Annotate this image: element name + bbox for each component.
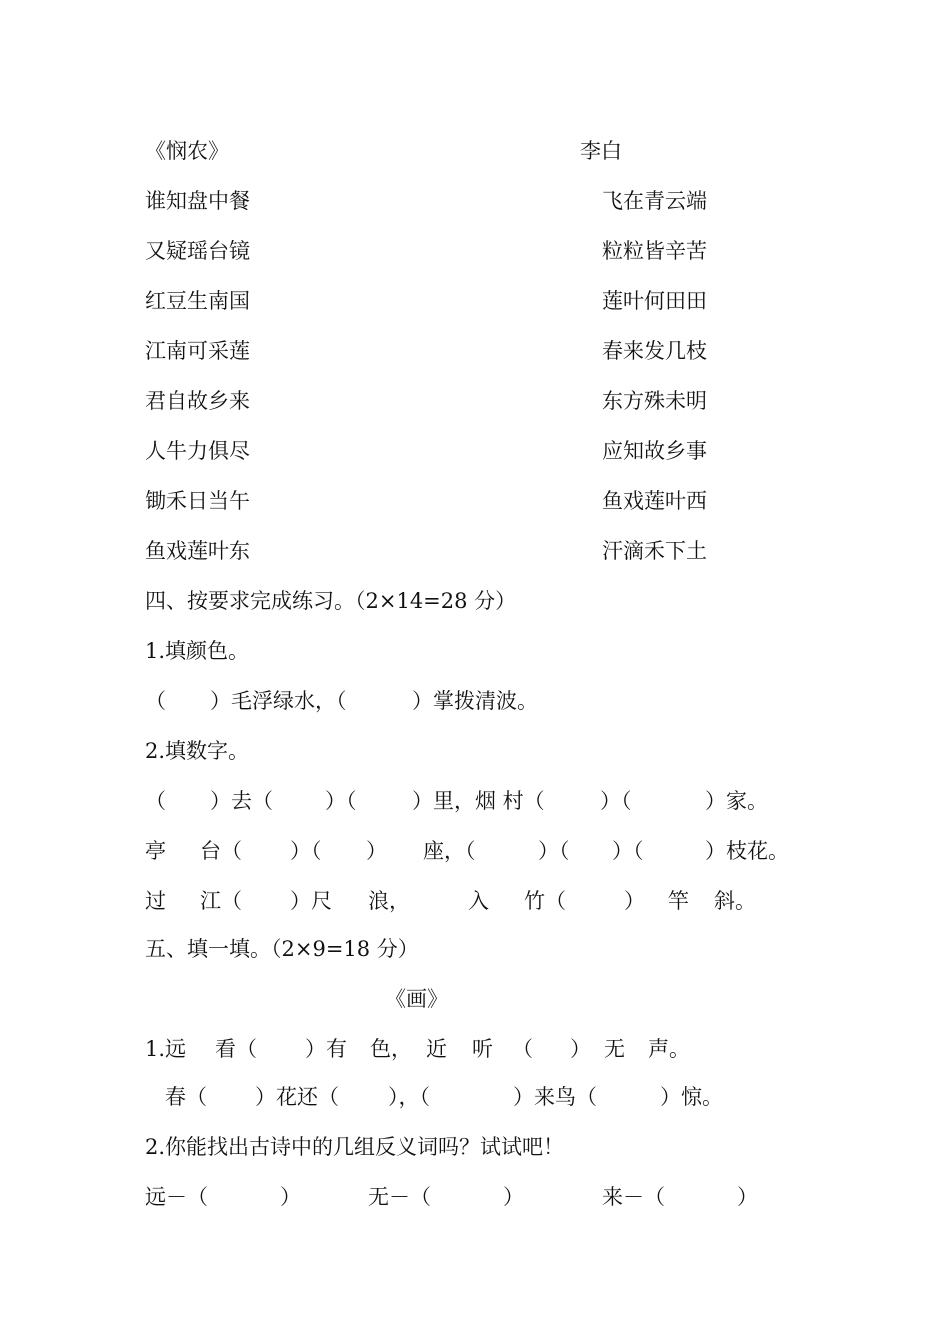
fill-blank-text: 斜。 [714,889,756,913]
fill-blank-text[interactable]: ）（ [612,839,644,863]
fill-blank-text[interactable]: ）来鸟（ [513,1085,597,1109]
q1-title-line [0,636,950,666]
match-right-line: 鱼戏莲叶西 [602,489,707,513]
fill-blank-text[interactable]: 春（ [165,1085,207,1109]
poem-title: 《悯农》 [145,139,229,163]
fill-blank-text[interactable]: ）里，烟 村（ [412,789,545,813]
fill-blank-text[interactable]: （ [512,1037,533,1061]
fill-blank-text[interactable]: 台（ [200,839,242,863]
match-left-line: 人牛力俱尽 [145,439,250,463]
section5-poem-title-line [0,984,950,1014]
fill-blank-text[interactable]: ）尺 [290,889,332,913]
match-row [0,236,950,266]
fill-blank-text[interactable]: ）毛浮绿水，（ [210,689,347,713]
fill-blank-text[interactable]: ） [366,839,387,863]
match-row [0,286,950,316]
poem-author: 李白 [580,139,622,163]
fill-blank-open[interactable]: （ [145,689,166,713]
match-right-line: 应知故乡事 [602,439,707,463]
fill-blank-text[interactable]: ）（ [538,839,570,863]
s5-q1-line-2 [0,1082,950,1112]
s5-q2-title-line [0,1132,950,1162]
q1-fill-line [0,686,950,716]
antonym-pair[interactable]: 来－（ [602,1185,665,1209]
match-left-line: 红豆生南国 [145,289,250,313]
match-left-line: 又疑瑶台镜 [145,239,250,263]
fill-blank-text[interactable]: ）（ [325,789,357,813]
fill-blank-text: 无 [604,1037,625,1061]
fill-blank-text: 过 [145,889,166,913]
match-right-line: 汗滴禾下土 [602,539,707,563]
fill-blank-text[interactable]: 竹（ [524,889,566,913]
fill-blank-text[interactable]: ）惊。 [660,1085,723,1109]
match-left-line: 鱼戏莲叶东 [145,539,250,563]
match-right-line: 春来发几枝 [602,339,707,363]
q2-fill-line-2 [0,836,950,866]
match-row [0,336,950,366]
fill-blank-text: 竿 [668,889,689,913]
match-row [0,386,950,416]
match-right-line: 东方殊未明 [602,389,707,413]
match-right-line: 莲叶何田田 [602,289,707,313]
match-row [0,486,950,516]
fill-blank-text[interactable]: ）（ [600,789,632,813]
fill-blank-text[interactable]: ）枝花。 [705,839,789,863]
q2-title-line [0,736,950,766]
match-right-line: 飞在青云端 [602,189,707,213]
section5-poem-title: 《画》 [385,987,448,1011]
antonym-pair[interactable]: 远－（ [145,1185,208,1209]
fill-blank-text: 色， [370,1037,412,1061]
fill-blank-text: 入 [468,889,489,913]
antonym-pair[interactable]: ） [280,1185,301,1209]
fill-blank-text: 亭 [145,839,166,863]
match-row [0,186,950,216]
fill-blank-text[interactable]: ）掌拨清波。 [412,689,538,713]
antonym-pair[interactable]: ） [737,1185,758,1209]
fill-blank-text[interactable]: ）花还（ [255,1085,339,1109]
fill-blank-text: 听 [472,1037,493,1061]
s5-q1-line-1 [0,1034,950,1064]
section5-heading-line [0,934,950,964]
fill-blank-text[interactable]: 看（ [215,1037,257,1061]
s5-q2-title: 2.你能找出古诗中的几组反义词吗？试试吧！ [145,1135,565,1159]
q1-title: 1.填颜色。 [145,639,250,663]
fill-blank-text: 1.远 [145,1037,187,1061]
q2-fill-line-1 [0,786,950,816]
antonym-pair[interactable]: ） [503,1185,524,1209]
fill-blank-text: 近 [426,1037,447,1061]
q2-fill-line-3 [0,886,950,916]
match-row [0,536,950,566]
antonym-pairs-line [0,1182,950,1212]
match-right-line: 粒粒皆辛苦 [602,239,707,263]
fill-blank-text[interactable]: ） [624,889,645,913]
match-left-line: 锄禾日当午 [145,489,250,513]
fill-blank-text[interactable]: ）有 [305,1037,347,1061]
fill-blank-text[interactable]: ）（ [290,839,322,863]
match-left-line: 谁知盘中餐 [145,189,250,213]
match-left-line: 江南可采莲 [145,339,250,363]
fill-blank-text[interactable]: 江（ [200,889,242,913]
fill-blank-text[interactable]: ），（ [388,1085,430,1109]
fill-blank-text[interactable]: ） [570,1037,591,1061]
match-left-line: 君自故乡来 [145,389,250,413]
section4-heading-line [0,586,950,616]
section4-heading: 四、按要求完成练习。（2×14=28 分） [145,589,517,613]
antonym-pair[interactable]: 无－（ [368,1185,431,1209]
fill-blank-text[interactable]: ）家。 [705,789,768,813]
fill-blank-text: 浪， [368,889,410,913]
fill-blank-text: 声。 [648,1037,690,1061]
q2-title: 2.填数字。 [145,739,250,763]
match-row [0,436,950,466]
fill-blank-text[interactable]: ）去（ [210,789,273,813]
fill-blank-text[interactable]: 座，（ [423,839,476,863]
poem-match-header [0,136,950,166]
section5-heading: 五、填一填。（2×9=18 分） [145,937,419,961]
fill-blank-text[interactable]: （ [145,789,166,813]
